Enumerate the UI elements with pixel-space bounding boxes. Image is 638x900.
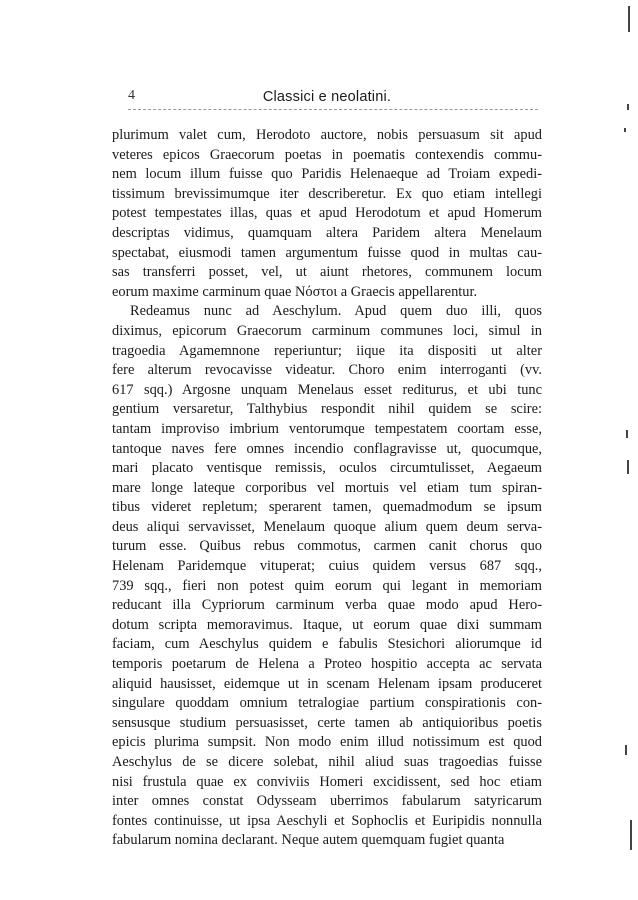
scan-mark bbox=[624, 128, 626, 132]
text-line: mari placato ventisque remissis, oculos circumtulisset, Aegaeum bbox=[112, 460, 542, 477]
text-line: mare longe lateque corporibus vel mortuis vel etiam tum spiran- bbox=[112, 479, 542, 496]
text-line: spectabat, eiusmodi tamen argumentum fuisse quod in multas cau- bbox=[112, 244, 542, 261]
text-line: temporis poetarum de Helena a Proteo hospitio accepta ac servata bbox=[112, 656, 542, 673]
text-line: nisi frustula quae ex conviviis Homeri excidissent, sed hoc etiam bbox=[112, 773, 542, 790]
text-line: aliquid hausisset, eidemque ut in scenam Helenam ipsam produceret bbox=[112, 675, 542, 692]
scan-mark bbox=[626, 430, 628, 438]
text-line: descriptas vidimus, quamquam altera Paridem altera Menelaum bbox=[112, 224, 542, 241]
text-line: 617 sqq.) Argosne unquam Menelaus esset rediturus, et ubi tunc bbox=[112, 381, 542, 398]
text-line: tibus videret repletum; sperarent tamen, quemadmodum se ipsum bbox=[112, 499, 542, 516]
scan-mark bbox=[625, 745, 627, 755]
page-number: 4 bbox=[128, 88, 135, 103]
text-line: reducant illa Cypriorum carminum verba quae modo apud Hero- bbox=[112, 597, 542, 614]
text-line: faciam, cum Aeschylus quidem e fabulis Stesichori aliorumque id bbox=[112, 636, 542, 653]
scan-mark bbox=[628, 6, 630, 32]
scan-mark bbox=[630, 820, 632, 850]
text-line: gentium versaretur, Talthybius respondit nihil quidem se scire: bbox=[112, 401, 542, 418]
scan-mark bbox=[627, 104, 629, 110]
text-line: deus aliqui servavisset, Menelaum quoque alium quem deum serva- bbox=[112, 518, 542, 535]
text-line: epicis plurima sumpsit. Non modo enim illud notissimum est quod bbox=[112, 734, 542, 751]
text-line: eorum maxime carminum quae Νόστοι a Graecis appellarentur. bbox=[112, 283, 478, 300]
text-line: potest tempestates illas, quas et apud Herodotum et apud Homerum bbox=[112, 205, 542, 222]
text-line: tantoque naves fere omnes incendio conflagravisse ut, quocumque, bbox=[112, 440, 542, 457]
text-line: singulare quoddam omnium tetralogiae partium conspirationis con- bbox=[112, 695, 542, 712]
text-line: fontes continuisse, ut ipsa Aeschyli et Sophoclis et Euripidis nonnulla bbox=[112, 812, 542, 829]
body-text bbox=[112, 126, 542, 851]
text-line: sas transferri posset, vel, ut aiunt rhetores, communem locum bbox=[112, 264, 542, 281]
text-line: fere alterum revocavisse videatur. Choro enim interroganti (vv. bbox=[112, 362, 542, 379]
text-line: fabularum nomina declarant. Neque autem quemquam fugiet quanta bbox=[112, 832, 505, 849]
text-line: tantam improviso imbrium ventorumque tempestatem coortam esse, bbox=[112, 420, 542, 437]
running-title: Classici e neolatini. bbox=[262, 89, 392, 105]
text-line: tissimum brevissimumque iter describeretur. Ex quo etiam intellegi bbox=[112, 185, 542, 202]
text-line: plurimum valet cum, Herodoto auctore, nobis persuasum sit apud bbox=[112, 127, 542, 143]
scan-mark bbox=[627, 460, 629, 474]
text-line: Redeamus nunc ad Aeschylum. Apud quem duo illi, quos bbox=[130, 303, 542, 320]
text-line: sensusque studium persuasisset, certe tamen ab antiquioribus poetis bbox=[112, 714, 542, 731]
text-line: 739 sqq., fieri non potest quim eorum qui legant in memoriam bbox=[112, 577, 542, 594]
text-line: dotum scripta memoravimus. Itaque, ut eorum quae dixi summam bbox=[112, 616, 542, 633]
header-rule bbox=[128, 109, 538, 110]
text-line: diximus, epicorum Graecorum carminum communes loci, simul in bbox=[112, 322, 542, 339]
text-line: turum esse. Quibus rebus commotus, carmen canit chorus quo bbox=[112, 538, 542, 555]
text-line: nem locum illum fuisse quo Paridis Helenaeque ad Troiam expedi- bbox=[112, 166, 542, 183]
page-header bbox=[112, 86, 542, 108]
text-line: tragoedia Agamemnone reperiuntur; iique ita dispositi ut alter bbox=[112, 342, 542, 359]
text-line: inter omnes constat Odysseam uberrimos fabularum satyricarum bbox=[112, 793, 542, 810]
text-line: Aeschylus de se dicere solebat, nihil aliud suas tragoedias fuisse bbox=[112, 754, 542, 770]
text-line: Helenam Paridemque vituperat; cuius quidem versus 687 sqq., bbox=[112, 558, 542, 575]
text-line: veteres epicos Graecorum poetas in poematis contexendis commu- bbox=[112, 146, 542, 163]
